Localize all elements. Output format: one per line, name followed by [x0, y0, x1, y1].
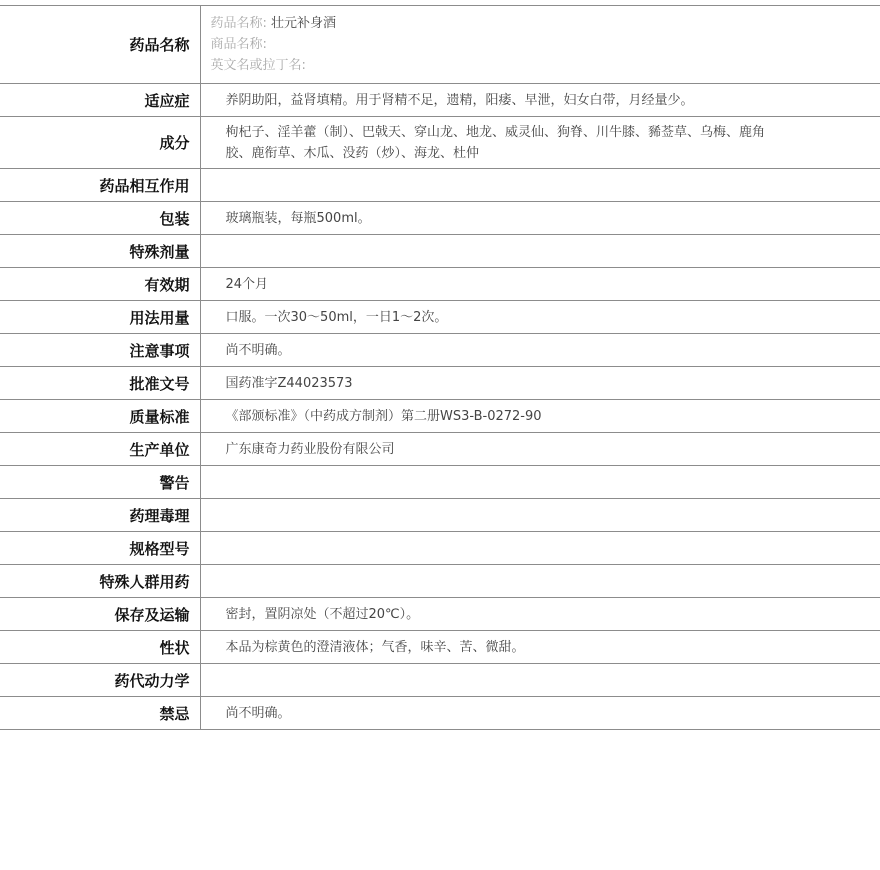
table-row-pharmacokinetics: [0, 664, 880, 697]
row-label: 规格型号: [0, 532, 200, 565]
row-label: 药代动力学: [0, 664, 200, 697]
row-label: 保存及运输: [0, 598, 200, 631]
drug-info-container: [0, 5, 880, 730]
table-row-packaging: [0, 202, 880, 235]
table-row-approval-number: [0, 367, 880, 400]
row-value: 本品为棕黄色的澄清液体；气香，味辛、苦、微甜。: [200, 631, 880, 664]
table-row-special-dosage: [0, 235, 880, 268]
row-value: 枸杞子、淫羊藿（制）、巴戟天、穿山龙、地龙、威灵仙、狗脊、川牛膝、豨莶草、乌梅、鹿角胶、鹿衔草、木瓜、没药（炒）、海龙、杜仲: [200, 117, 880, 169]
row-label: 生产单位: [0, 433, 200, 466]
row-value: [200, 499, 880, 532]
table-row-precautions: [0, 334, 880, 367]
table-row-interactions: [0, 169, 880, 202]
drug-name-cell: [200, 6, 880, 84]
row-label: 药品名称: [0, 6, 200, 84]
table-row-indications: [0, 84, 880, 117]
table-row-dosage: [0, 301, 880, 334]
row-value: [200, 466, 880, 499]
table-row-drug-name: [0, 6, 880, 84]
drug-name-value: 壮元补身酒: [271, 16, 337, 31]
row-label: 警告: [0, 466, 200, 499]
trade-name-line: [211, 34, 880, 55]
row-value: 口服。一次30～50ml，一日1～2次。: [200, 301, 880, 334]
table-row-ingredients: [0, 117, 880, 169]
english-name-line: [211, 55, 880, 76]
trade-name-label: 商品名称:: [210, 37, 267, 52]
row-label: 用法用量: [0, 301, 200, 334]
row-value: [200, 565, 880, 598]
row-value: 《部颁标准》（中药成方制剂）第二册WS3-B-0272-90: [200, 400, 880, 433]
table-row-storage: [0, 598, 880, 631]
row-label: 有效期: [0, 268, 200, 301]
table-row-manufacturer: [0, 433, 880, 466]
row-label: 包装: [0, 202, 200, 235]
row-value: 密封，置阴凉处（不超过20℃）。: [200, 598, 880, 631]
row-value: 玻璃瓶装，每瓶500ml。: [200, 202, 880, 235]
row-label: 特殊剂量: [0, 235, 200, 268]
row-label: 批准文号: [0, 367, 200, 400]
table-row-warning: [0, 466, 880, 499]
row-value: [200, 169, 880, 202]
row-value: [200, 235, 880, 268]
row-label: 药品相互作用: [0, 169, 200, 202]
drug-name-line: [211, 13, 880, 34]
row-value: 广东康奇力药业股份有限公司: [200, 433, 880, 466]
row-label: 成分: [0, 117, 200, 169]
english-name-label: 英文名或拉丁名:: [210, 58, 306, 73]
row-label: 禁忌: [0, 697, 200, 730]
row-label: 特殊人群用药: [0, 565, 200, 598]
row-value: 尚不明确。: [200, 697, 880, 730]
row-label: 注意事项: [0, 334, 200, 367]
row-value: 养阴助阳，益肾填精。用于肾精不足，遗精，阳痿、早泄，妇女白带，月经量少。: [200, 84, 880, 117]
row-label: 性状: [0, 631, 200, 664]
row-value: [200, 664, 880, 697]
row-label: 适应症: [0, 84, 200, 117]
row-label: 药理毒理: [0, 499, 200, 532]
table-row-special-population: [0, 565, 880, 598]
drug-info-table: [0, 5, 880, 730]
row-value: [200, 532, 880, 565]
row-value: 尚不明确。: [200, 334, 880, 367]
table-row-contraindications: [0, 697, 880, 730]
row-value: 24个月: [200, 268, 880, 301]
table-row-pharmacology: [0, 499, 880, 532]
table-row-specification: [0, 532, 880, 565]
table-row-quality-standard: [0, 400, 880, 433]
row-value: 国药准字Z44023573: [200, 367, 880, 400]
table-row-properties: [0, 631, 880, 664]
table-row-shelf-life: [0, 268, 880, 301]
drug-name-label: 药品名称:: [210, 16, 267, 31]
row-label: 质量标准: [0, 400, 200, 433]
